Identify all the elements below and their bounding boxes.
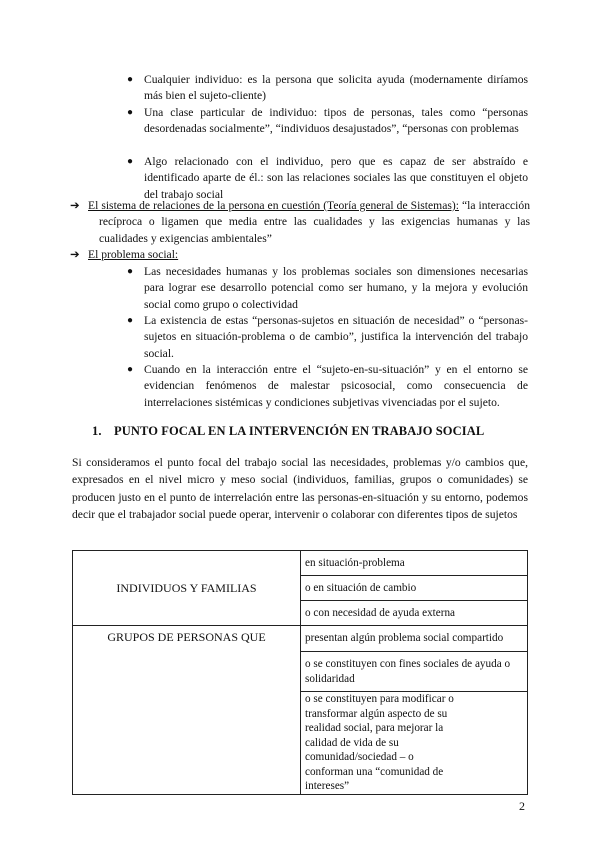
bullet-icon: ● — [127, 315, 134, 326]
underlined-heading: El problema social: — [88, 248, 179, 261]
list-item-text: La existencia de estas “personas-sujetos en situación de necesidad” o “personas-sujetos en situación-problema o de cambio”, justifica la intervención del trabajo social. — [144, 314, 528, 360]
table-row — [73, 626, 528, 652]
underlined-heading: El sistema de relaciones de la persona en cuestión (Teoría general de Sistemas): — [88, 199, 459, 212]
table-cell: en situación-problema — [301, 551, 528, 576]
list-item — [127, 72, 528, 104]
bullet-list-top — [127, 72, 528, 203]
list-item — [127, 154, 528, 203]
table-cell: o con necesidad de ayuda externa — [301, 601, 528, 626]
arrow-item-sistema — [70, 198, 530, 247]
subject-types-table — [72, 550, 528, 795]
page-number: 2 — [519, 799, 525, 813]
bullet-icon: ● — [127, 107, 134, 118]
arrow-item-problema — [70, 247, 530, 263]
list-item-text: Cuando en la interacción entre el “sujeto-en-su-situación” y en el entorno se evidencian fenómenos de malestar psicosocial, como consecuencia de interrelaciones sistémicas y condiciones subjetivas vivenciadas por el sujeto. — [144, 363, 528, 409]
list-item — [127, 362, 528, 411]
list-item — [127, 105, 528, 154]
bullet-icon: ● — [127, 74, 134, 85]
list-item-text: Una clase particular de individuo: tipos de personas, tales como “personas desordenadas socialmente”, “individuos desajustados”, “personas con problemas — [144, 106, 528, 136]
list-item-text: Cualquier individuo: es la persona que solicita ayuda (modernamente diríamos más bien el sujeto-cliente) — [144, 73, 528, 103]
table-cell: o en situación de cambio — [301, 576, 528, 601]
table-cell: o se constituyen para modificar o transformar algún aspecto de su realidad social, para mejorar la calidad de vida de su comunidad/sociedad – o conforman una “comunidad de intereses” — [301, 692, 528, 795]
list-item — [127, 264, 528, 313]
table-cell: o se constituyen con fines sociales de ayuda o solidaridad — [301, 652, 528, 692]
section-number: 1. — [92, 424, 102, 438]
list-item-text: Las necesidades humanas y los problemas sociales son dimensiones necesarias para lograr ese desarrollo potencial como ser humano, y la mejora y evolución social como grupo o colectividad — [144, 265, 528, 311]
table-group-label: INDIVIDUOS Y FAMILIAS — [73, 551, 301, 626]
section-heading — [92, 424, 484, 439]
arrow-icon: ➔ — [70, 199, 80, 212]
table-group-label: GRUPOS DE PERSONAS QUE — [73, 626, 301, 795]
arrow-icon: ➔ — [70, 248, 80, 261]
body-paragraph: Si consideramos el punto focal del trabajo social las necesidades, problemas y/o cambios que, expresados en el nivel micro y meso social (individuos, familias, grupos o comunidades) se producen justo en el punto de interrelación entre las personas-en-situación y su entorno, podemos decir que el trabajador social puede operar, intervenir o colaborar con diferentes tipos de sujetos — [72, 456, 528, 521]
list-item — [127, 313, 528, 362]
bullet-icon: ● — [127, 266, 134, 277]
table-cell: presentan algún problema social compartido — [301, 626, 528, 652]
section-title: PUNTO FOCAL EN LA INTERVENCIÓN EN TRABAJO SOCIAL — [114, 424, 485, 438]
bullet-list-bottom — [127, 264, 528, 411]
bullet-icon: ● — [127, 156, 134, 167]
bullet-icon: ● — [127, 364, 134, 375]
list-item-text: Algo relacionado con el individuo, pero que es capaz de ser abstraído e identificado aparte de él.: son las relaciones sociales las que constituyen el objeto del trabajo social — [144, 155, 528, 201]
table-row — [73, 551, 528, 576]
arrow-item-text: “la interacción recíproca o ligamen que media entre las cualidades y las exigencias humanas y las cualidades y exigencias ambientales” — [99, 199, 530, 245]
